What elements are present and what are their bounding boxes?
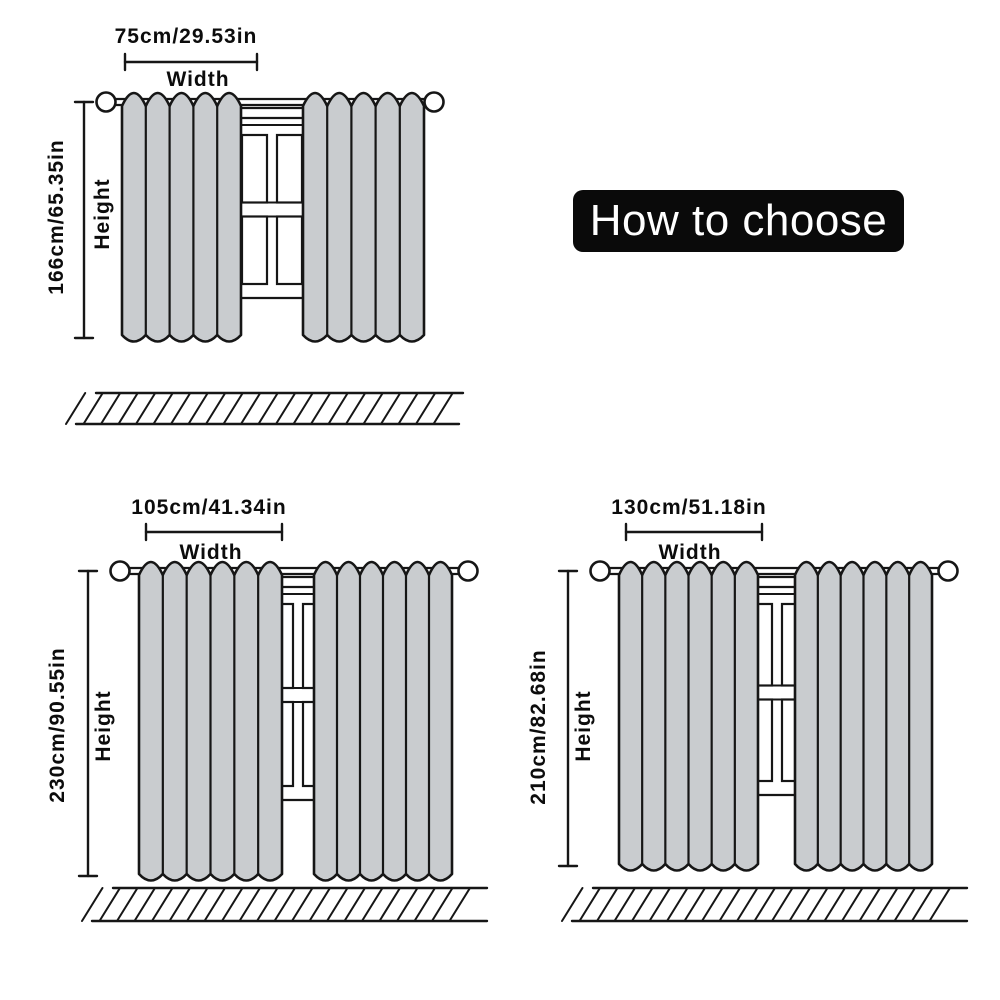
height-dimension-label: 210cm/82.68in — [527, 649, 550, 805]
how-to-choose-banner — [573, 190, 904, 252]
width-dimension-label: 75cm/29.53in — [114, 25, 258, 48]
height-caption: Height — [91, 178, 114, 250]
width-dimension-label: 105cm/41.34in — [131, 496, 287, 519]
width-dimension-label: 130cm/51.18in — [611, 496, 767, 519]
height-caption: Height — [572, 690, 595, 762]
width-caption: Width — [166, 68, 230, 91]
banner-title: How to choose — [589, 196, 888, 245]
height-dimension-label: 166cm/65.35in — [45, 139, 68, 295]
height-dimension-label: 230cm/90.55in — [46, 647, 69, 803]
height-caption: Height — [92, 690, 115, 762]
width-caption: Width — [658, 541, 722, 564]
width-caption: Width — [179, 541, 243, 564]
